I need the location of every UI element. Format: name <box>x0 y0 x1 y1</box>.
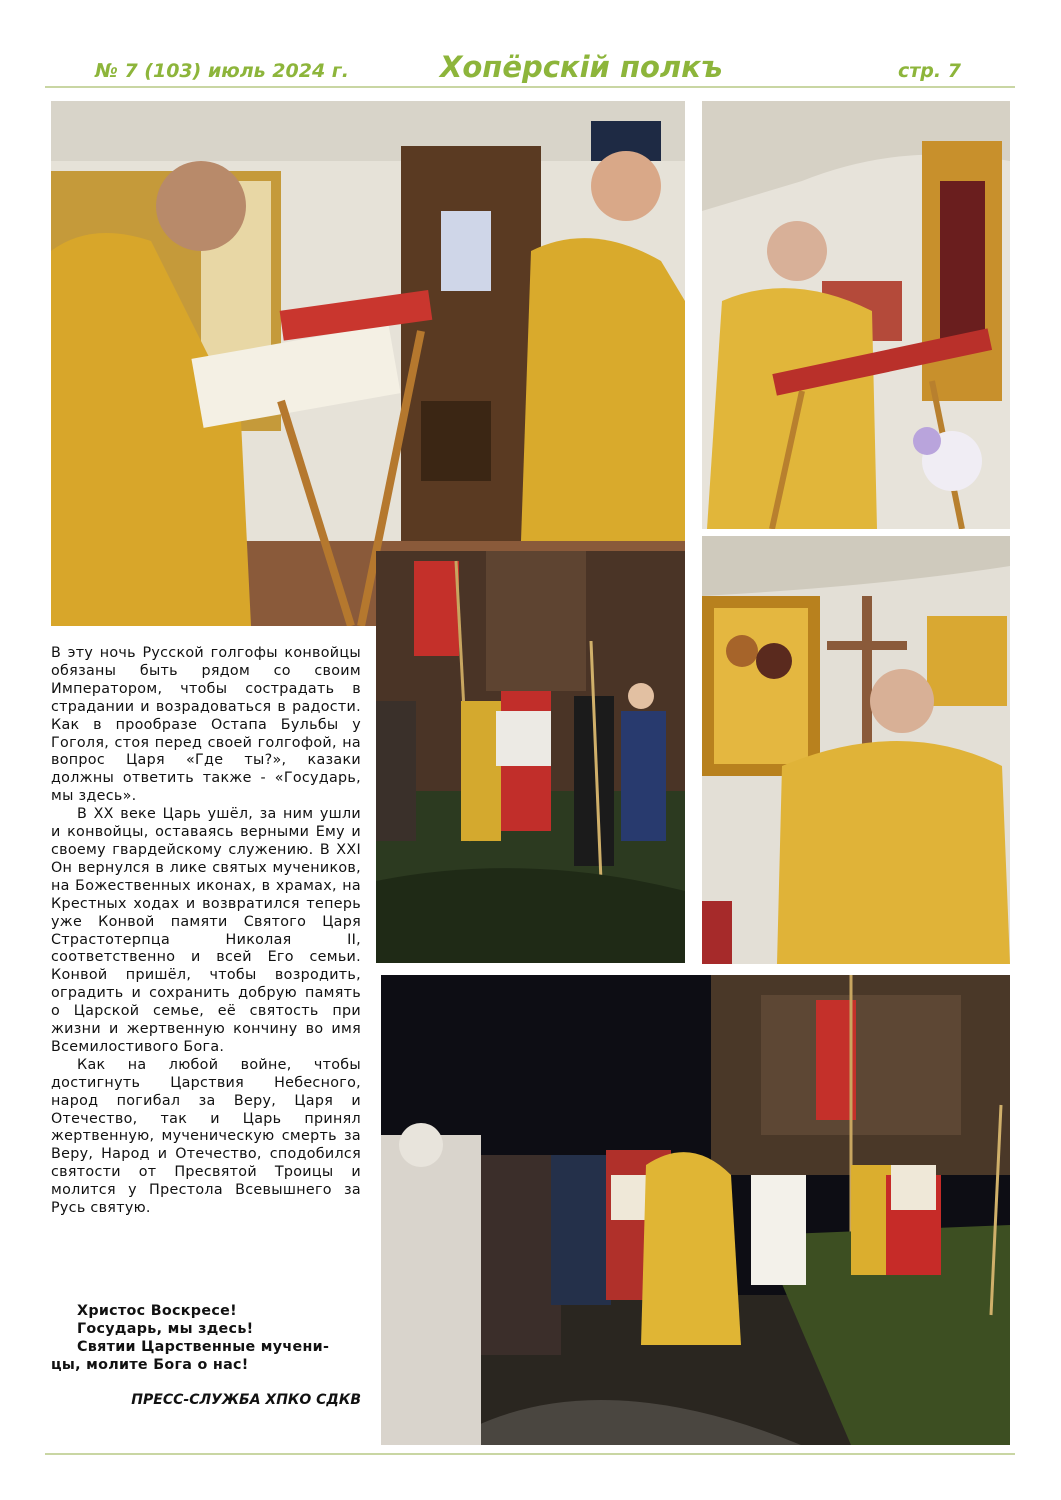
page-number: стр. 7 <box>898 60 961 82</box>
page-header <box>0 50 1061 86</box>
article-paragraph-2: В XX веке Царь ушёл, за ним ушли и конвойцы, оставаясь верными Ему и своему гвардейскому служению. В XXI Он вернулся в лике святых мучеников, на Божественных иконах, в храмах, на Крестных ходах и возвратился теперь уже Конвой памяти Святого Царя Страстотерпца Николая II, соответственно и всей Его семьи. Конвой пришёл, чтобы возродить, оградить и сохранить добрую память о Царской семье, её святость при жизни и жертвенную кончину во имя Всемилостивого Бога. <box>51 806 361 1055</box>
closing-line-2: Государь, мы здесь! <box>77 1320 254 1337</box>
closing-line-3a: Святии Царственные мучени- <box>77 1338 330 1355</box>
closing-line-3b: цы, молите Бога о нас! <box>51 1356 249 1373</box>
photo-deacon-lectern <box>702 101 1010 529</box>
issue-number: № 7 (103) июль 2024 г. <box>95 60 349 82</box>
photo-deacon-icons <box>702 536 1010 964</box>
closing-prayer <box>51 1303 361 1375</box>
newspaper-title: Хопёрскій полкъ <box>440 50 723 84</box>
header-divider <box>45 86 1015 88</box>
article-paragraph-1: В эту ночь Русской голгофы конвойцы обязаны быть рядом со своим Императором, чтобы сострадать в страдании и возрадоваться в радости. Как в прообразе Остапа Бульбы у Гоголя, стоя перед своей голгофой, на вопрос Царя «Где ты?», казаки должны ответить также - «Государь, мы здесь». <box>51 645 361 805</box>
article-text <box>51 645 361 1218</box>
footer-divider <box>45 1453 1015 1455</box>
photo-procession-night-2 <box>381 975 1010 1445</box>
photo-procession-night-1 <box>376 551 685 963</box>
photo-priests-reading <box>51 101 685 626</box>
closing-line-1: Христос Воскресе! <box>77 1303 237 1319</box>
press-service-signature: ПРЕСС-СЛУЖБА ХПКО СДКВ <box>131 1392 361 1408</box>
article-paragraph-3: Как на любой войне, чтобы достигнуть Царствия Небесного, народ погибал за Веру, Царя и Отечество, так и Царь принял жертвенную, мученическую смерть за Веру, Народ и Отечество, сподобился святости от Пресвятой Троицы и молится у Престола Всевышнего за Русь святую. <box>51 1056 361 1217</box>
